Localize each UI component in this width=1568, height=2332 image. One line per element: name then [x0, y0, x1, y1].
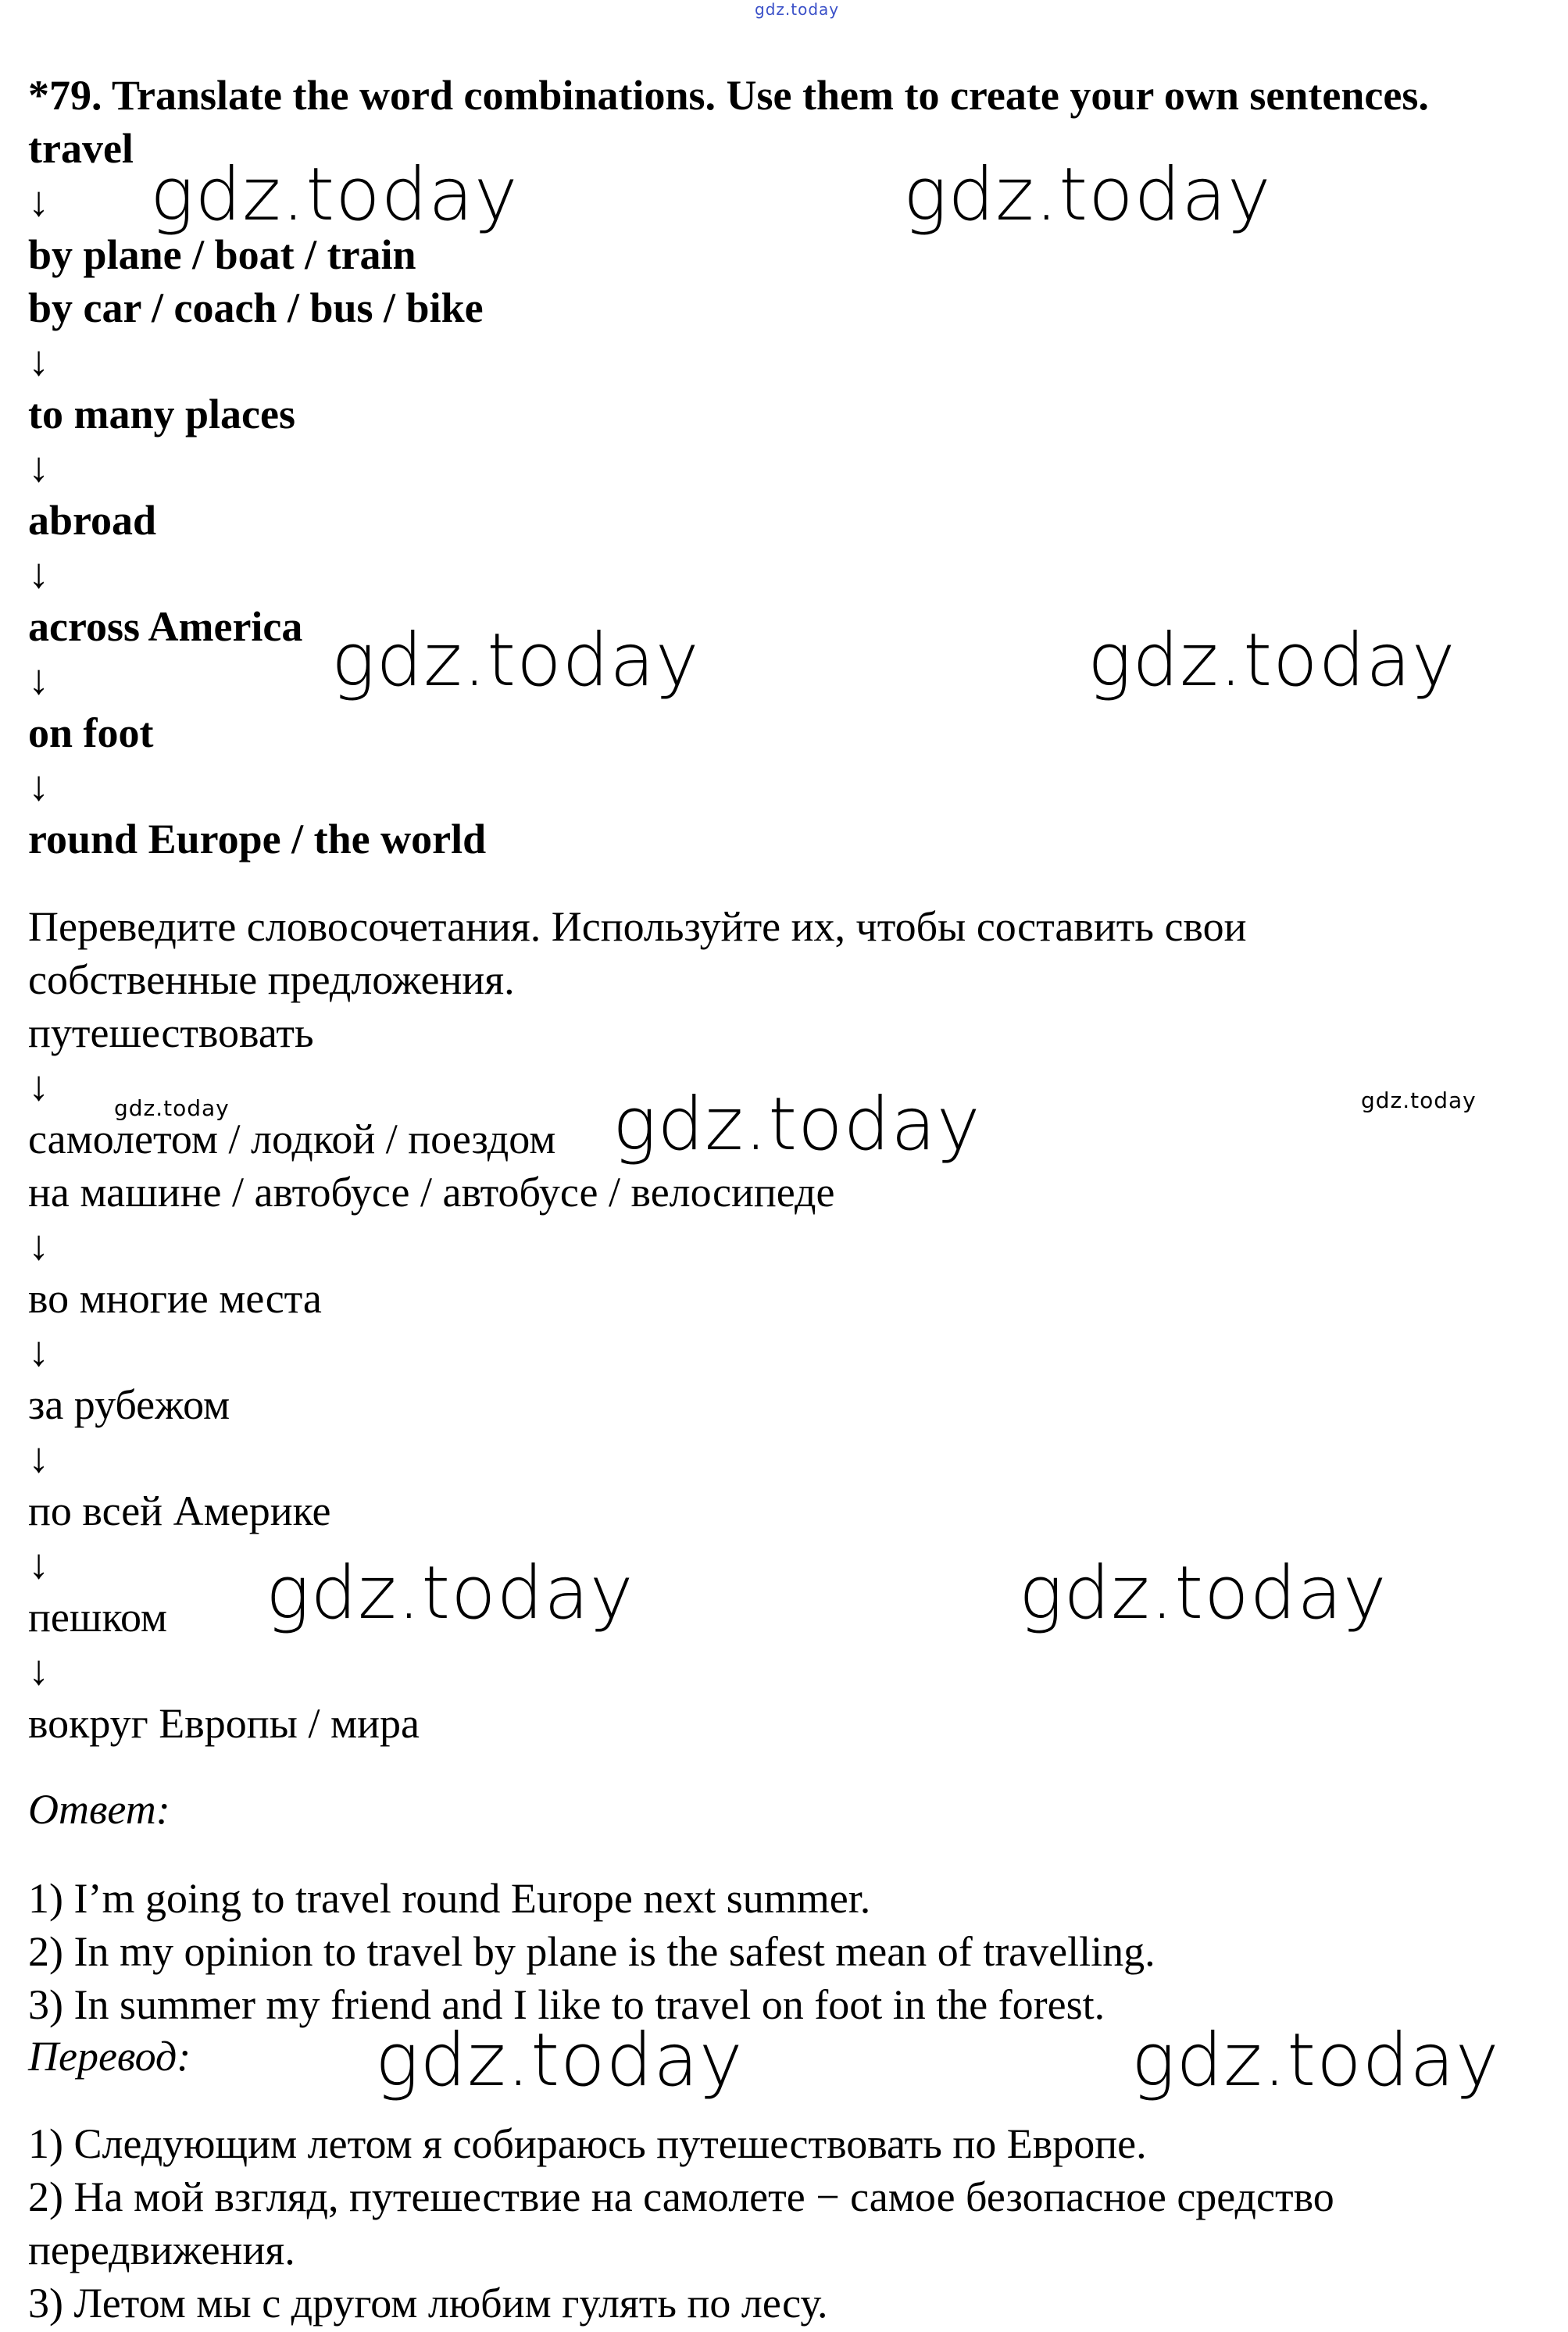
arrow-down: ↓: [28, 1328, 49, 1375]
translation-item: 1) Следующим летом я собираюсь путешествовать по Европе.: [28, 2120, 1147, 2167]
top-watermark: gdz.today: [755, 0, 840, 19]
watermark: gdz.today: [903, 152, 1272, 237]
combination-item-ru: пешком: [28, 1594, 168, 1641]
arrow-down: ↓: [28, 550, 49, 597]
answer-item: 3) In summer my friend and I like to travel on foot in the forest.: [28, 1981, 1105, 2028]
combination-item: on foot: [28, 709, 154, 756]
arrow-down: ↓: [28, 656, 49, 703]
combination-item-ru: на машине / автобусе / автобусе / велосипеде: [28, 1169, 835, 1216]
arrow-down: ↓: [28, 178, 49, 225]
answer-item: 2) In my opinion to travel by plane is the safest mean of travelling.: [28, 1928, 1155, 1975]
combination-item: across America: [28, 603, 303, 650]
task-title: *79. Translate the word combinations. Use them to create your own sentences.: [28, 72, 1429, 119]
arrow-down: ↓: [28, 1062, 49, 1109]
watermark: gdz.today: [1088, 618, 1456, 703]
answer-label: Ответ:: [28, 1786, 170, 1833]
arrow-down: ↓: [28, 1222, 49, 1269]
watermark: gdz.today: [150, 152, 519, 237]
combination-item-ru: по всей Америке: [28, 1487, 331, 1534]
watermark: gdz.today: [375, 2018, 744, 2103]
instruction-line: собственные предложения.: [28, 956, 515, 1003]
combination-item: to many places: [28, 391, 295, 437]
combination-item: by car / coach / bus / bike: [28, 284, 484, 331]
combination-item: by plane / boat / train: [28, 231, 416, 278]
answer-item: 1) I’m going to travel round Europe next summer.: [28, 1875, 871, 1922]
watermark: gdz.today: [1131, 2018, 1500, 2103]
arrow-down: ↓: [28, 762, 49, 809]
combination-item-ru: вокруг Европы / мира: [28, 1700, 420, 1747]
translation-item: 2) На мой взгляд, путешествие на самолете − самое безопасное средство: [28, 2173, 1334, 2220]
instruction-line: Переведите словосочетания. Используйте их, чтобы составить свои: [28, 903, 1247, 950]
translation-label: Перевод:: [28, 2033, 191, 2080]
combination-item-ru: во многие места: [28, 1275, 322, 1322]
task-head-word: travel: [28, 125, 134, 172]
arrow-down: ↓: [28, 1541, 49, 1587]
arrow-down: ↓: [28, 337, 49, 384]
task-head-word-ru: путешествовать: [28, 1009, 314, 1056]
small-watermark: gdz.today: [1361, 1087, 1477, 1113]
combination-item: round Europe / the world: [28, 816, 487, 862]
arrow-down: ↓: [28, 1434, 49, 1481]
watermark: gdz.today: [613, 1082, 981, 1167]
watermark: gdz.today: [1019, 1551, 1388, 1636]
translation-item: 3) Летом мы с другом любим гулять по лесу.: [28, 2280, 828, 2327]
arrow-down: ↓: [28, 444, 49, 491]
combination-item: abroad: [28, 497, 157, 544]
small-watermark: gdz.today: [114, 1095, 230, 1121]
watermark: gdz.today: [266, 1551, 634, 1636]
arrow-down: ↓: [28, 1647, 49, 1694]
combination-item-ru: за рубежом: [28, 1381, 230, 1428]
combination-item-ru: самолетом / лодкой / поездом: [28, 1116, 556, 1162]
translation-item: передвижения.: [28, 2227, 295, 2273]
watermark: gdz.today: [331, 618, 700, 703]
